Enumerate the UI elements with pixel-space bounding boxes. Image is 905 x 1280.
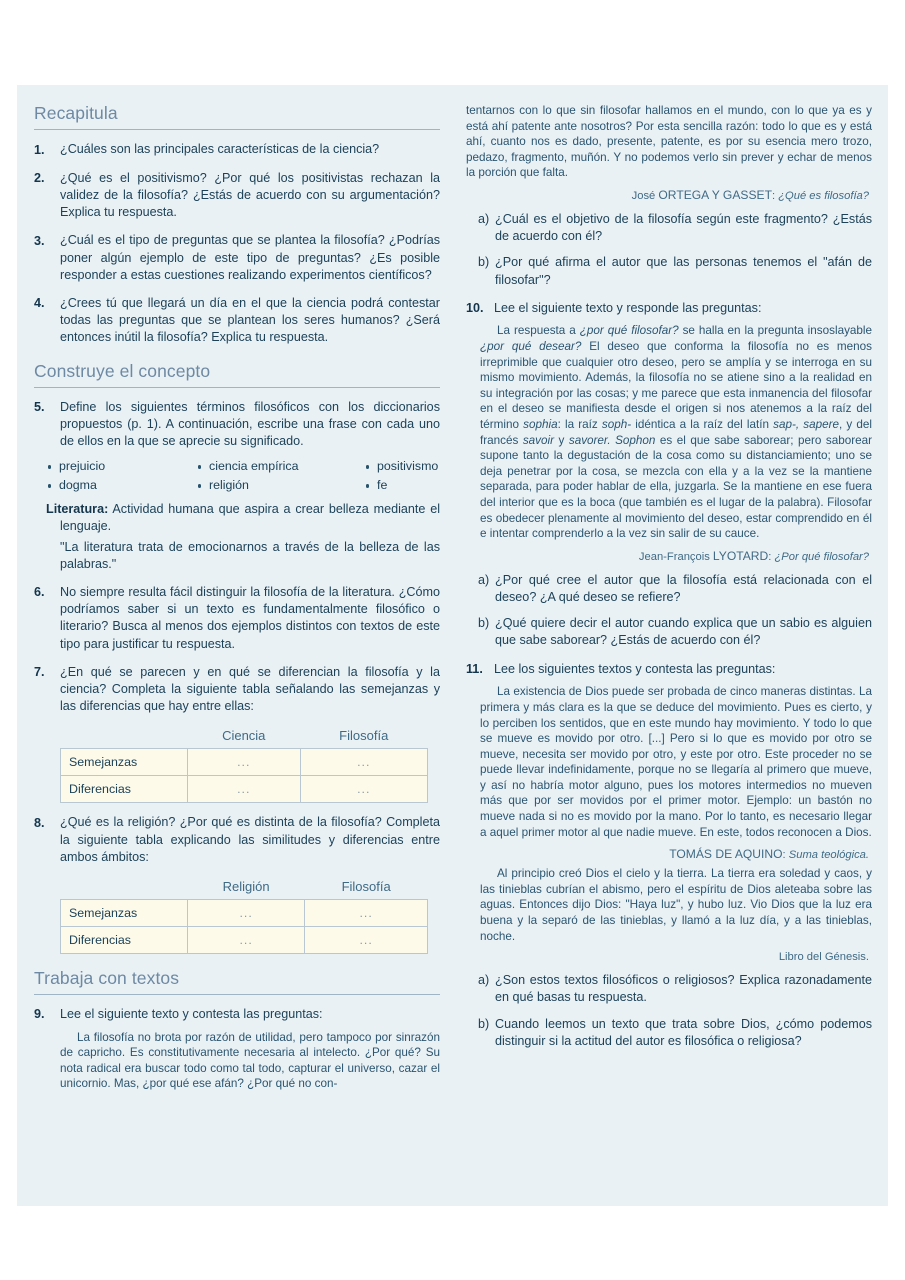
attribution-firstname: José (631, 189, 659, 202)
table-header-blank (61, 726, 188, 749)
list-item: ciencia empírica (196, 459, 364, 473)
definition-term: Literatura: (46, 502, 109, 517)
attribution-separator: : (768, 550, 775, 563)
table-row-label: Diferencias (61, 926, 188, 953)
text-run-italic: sophia (523, 418, 558, 432)
definition-body: Actividad humana que aspira a crear belleza mediante el lenguaje. (60, 502, 440, 534)
exercise-number: 2. (34, 171, 45, 186)
exercise-7 (34, 664, 440, 716)
text-run: El deseo que conforma la filosofía no es menos irreprimible que cualquier otro deseo, pero se amplía y se interroga en su mismo movimiento. Además, la filosofía no se atiene sino a la realidad en su integración por las cosas; y me parece que esta inmanencia del filosofar en el deseo se manifiesta desde el origen si nos atenemos a la raíz del término (480, 340, 872, 432)
table-cell[interactable]: ... (188, 749, 301, 776)
exercise-2 (34, 170, 440, 222)
exercise-text: ¿Qué es el positivismo? ¿Por qué los positivistas rechazan la validez de la filosofía? ¿Estás de acuerdo con su argumentación? Explica tu respuesta. (60, 170, 440, 220)
exercise-10 (466, 300, 872, 318)
exercise-text: ¿Cuál es el tipo de preguntas que se plantea la filosofía? ¿Podrías poner algún ejemplo de este tipo de preguntas? ¿Es posible responder a estas cuestiones realizando experimentos científicos? (60, 233, 440, 282)
subquestion-letter: a) (478, 973, 490, 988)
section-heading-recapitula: Recapitula (34, 103, 440, 130)
exercise-8 (34, 814, 440, 866)
content-panel (17, 85, 888, 1206)
text-run: idéntica a la raíz del latín (631, 418, 774, 432)
text-run: La respuesta a (497, 324, 580, 338)
table-row-label: Diferencias (61, 776, 188, 803)
exercise-number: 9. (34, 1007, 45, 1022)
exercise-4 (34, 295, 440, 347)
source-text-ortega-part2: tentarnos con lo que sin filosofar hallamos en el mundo, con lo que ya es y está ahí patente ante nosotros? Por esta sencilla razón: todo lo que es y está ahí, cuanto nos es dado, presente, patente, es por su esencia mero trozo, pedazo, fragmento, muñón. Y no podemos verlo sin prever y echar de menos la porción que falta. (466, 104, 872, 180)
attribution-genesis: Libro del Génesis. (778, 951, 869, 964)
exercise-number: 6. (34, 585, 45, 600)
exercise-text: ¿En qué se parecen y en qué se diferencian la filosofía y la ciencia? Completa la siguiente tabla señalando las semejanzas y las diferencias que hay entre ellas: (60, 664, 440, 714)
text-run-italic: ¿por qué desear? (480, 340, 582, 354)
attribution-surname: TOMÁS DE AQUINO (669, 847, 783, 862)
subquestion-letter: b) (478, 616, 490, 631)
table-header-row (61, 726, 428, 749)
exercise-text: Lee el siguiente texto y contesta las preguntas: (60, 1006, 323, 1021)
subquestion-text: Cuando leemos un texto que trata sobre Dios, ¿cómo podemos distinguir si la actitud del autor es filosófica o religiosa? (495, 1016, 872, 1048)
subquestion-9b (478, 254, 872, 288)
exercise-6 (34, 584, 440, 653)
exercise-text: No siempre resulta fácil distinguir la filosofía de la literatura. ¿Cómo podríamos saber si un texto es fundamentalmente filosófico o literario? Busca al menos dos ejemplos distintos con textos de este tipo para justificar tu respuesta. (60, 584, 440, 651)
exercise-number: 8. (34, 815, 45, 830)
source-text-aquino: La existencia de Dios puede ser probada de cinco maneras distintas. La primera y más clara es la que se deduce del movimiento. Pues es cierto, y lo perciben los sentidos, que en este mundo hay movimiento. Y todo lo que se mueve es movido por otro. [...] Pero si lo que es movido por otro se mueve, necesita ser movido por otro, y este por otro. Este proceder no se puede llevar indefinidamente, porque no se llegaría al primero que mueve, y así no habría motor alguno, pues los motores intermedios no mueven más que por ser movidos por el primer motor. Ejemplo: un bastón no mueve nada si no es movido por la mano. Por lo tanto, es necesario llegar a aquel primer motor al que nadie mueve. En este, todos reconocen a Dios. (480, 685, 872, 839)
list-item: positivismo (364, 459, 440, 473)
table-row-label: Semejanzas (61, 899, 188, 926)
source-text-lyotard (480, 323, 872, 541)
subquestion-10b (478, 615, 872, 649)
subquestion-11b (478, 1016, 872, 1050)
table-row (61, 899, 428, 926)
subquestion-letter: b) (478, 255, 490, 270)
attribution-ortega (466, 188, 872, 202)
table-cell[interactable]: ... (305, 926, 428, 953)
definition-line (46, 501, 440, 535)
text-run-italic: soph- (601, 418, 632, 432)
attribution-title: ¿Qué es filosofía? (778, 189, 869, 202)
table-cell[interactable]: ... (188, 899, 305, 926)
subquestion-text: ¿Por qué afirma el autor que las personas tenemos el "afán de filosofar"? (495, 255, 872, 287)
exercise-text: ¿Qué es la religión? ¿Por qué es distinta de la filosofía? Completa la siguiente tabla explicando las similitudes y diferencias entre ambos ámbitos: (60, 815, 440, 864)
attribution-firstname: Jean-François (638, 550, 713, 563)
exercise-text: ¿Cuáles son las principales características de la ciencia? (60, 142, 380, 156)
exercise-text: Lee los siguientes textos y contesta las preguntas: (494, 661, 776, 676)
text-run: y (554, 433, 569, 447)
exercise-number: 1. (34, 142, 45, 157)
exercise-number: 11. (466, 662, 483, 677)
attribution-lyotard (466, 549, 872, 563)
source-text-ortega-part1: La filosofía no brota por razón de utilidad, pero tampoco por sinrazón de capricho. Es constitutivamente necesaria al intelecto. ¿Por qué? Su nota radical era buscar todo como tal todo, capturar el universo, cazar el unicornio. Mas, ¿por qué ese afán? ¿Por qué no con- (60, 1030, 440, 1091)
text-run: se halla en la pregunta insoslayable (678, 324, 873, 338)
table-cell[interactable]: ... (300, 749, 428, 776)
table-religion-filosofia (60, 877, 428, 954)
text-run-italic: savoir (522, 433, 555, 447)
subquestion-10a (478, 572, 872, 606)
table-cell[interactable]: ... (300, 776, 428, 803)
left-column (34, 103, 440, 1196)
list-item: religión (196, 478, 364, 492)
table-cell[interactable]: ... (188, 926, 305, 953)
table-cell[interactable]: ... (305, 899, 428, 926)
subquestion-9a (478, 211, 872, 245)
list-item: fe (364, 478, 440, 492)
subquestion-text: ¿Son estos textos filosóficos o religiosos? Explica razonadamente en qué basas tu respuesta. (495, 973, 872, 1005)
definition-example-block (46, 501, 440, 573)
table-header-filosofia: Filosofía (339, 728, 389, 744)
attribution-surname: LYOTARD (712, 548, 769, 563)
attribution-surname: ORTEGA Y GASSET (658, 187, 772, 202)
subquestion-text: ¿Qué quiere decir el autor cuando explica que un sabio es alguien que sabe saborear? ¿Estás de acuerdo con él? (495, 616, 872, 648)
subquestion-letter: b) (478, 1016, 490, 1031)
exercise-11 (466, 661, 872, 679)
attribution-title: Suma teológica. (788, 849, 869, 862)
text-run-italic: savorer. Sophon (568, 433, 656, 447)
table-header-blank (61, 877, 188, 900)
term-bullet-list (46, 459, 440, 492)
exercise-1 (34, 141, 440, 159)
exercise-number: 5. (34, 400, 45, 415)
text-run-italic: ¿por qué filosofar? (579, 324, 679, 338)
exercise-number: 3. (34, 233, 45, 248)
subquestion-letter: a) (478, 211, 490, 226)
exercise-5 (34, 399, 440, 451)
section-heading-trabaja: Trabaja con textos (34, 968, 440, 995)
table-header-ciencia: Ciencia (222, 728, 266, 744)
table-ciencia-filosofia (60, 726, 428, 803)
table-cell[interactable]: ... (188, 776, 301, 803)
text-run: , y del francés (480, 418, 873, 447)
attribution-aquino (466, 847, 872, 861)
text-run: : la raíz (557, 418, 602, 432)
subquestion-letter: a) (478, 572, 490, 587)
exercise-number: 10. (466, 301, 484, 316)
right-column (466, 103, 872, 1196)
exercise-3 (34, 232, 440, 284)
table-header-row (61, 877, 428, 900)
definition-example: "La literatura trata de emocionarnos a través de la belleza de las palabras." (60, 539, 440, 571)
exercise-number: 7. (34, 665, 45, 680)
table-row (61, 776, 428, 803)
exercise-9 (34, 1006, 440, 1024)
table-row (61, 926, 428, 953)
attribution-separator: : (771, 189, 779, 202)
exercise-text: Define los siguientes términos filosóficos con los diccionarios propuestos (p. 1). A continuación, escribe una frase con cada uno de ellos en la que se aprecie su significado. (60, 399, 440, 448)
table-header-filosofia: Filosofía (341, 878, 391, 894)
table-row-label: Semejanzas (61, 749, 188, 776)
exercise-text: ¿Crees tú que llegará un día en el que la ciencia podrá contestar todas las preguntas que se plantean los seres humanos? ¿Será entonces inútil la filosofía? Explica tu respuesta. (60, 295, 440, 345)
subquestion-text: ¿Cuál es el objetivo de la filosofía según este fragmento? ¿Estás de acuerdo con él? (495, 211, 872, 244)
section-heading-construye: Construye el concepto (34, 361, 440, 388)
table-row (61, 749, 428, 776)
exercise-text: Lee el siguiente texto y responde las preguntas: (494, 300, 762, 315)
attribution-title: ¿Por qué filosofar? (774, 550, 869, 563)
exercise-number: 4. (34, 296, 45, 311)
text-run: es el que sabe saborear; pero saborear supone tanto la degustación de la cosa como su distanciamiento; uno se deja penetrar por la cosa, se mezcla con ella y a la vez se la mantiene separada, para poder hablar de ella, juzgarla. Se la mantiene en ese fuera del interior que es la boca (que también es el lugar de la palabra). Filosofar es obedecer plenamente al movimiento del deseo, estar comprendido en él e intentar comprenderlo a la vez sin salir de su cauce. (480, 433, 873, 541)
list-item: dogma (46, 478, 196, 492)
list-item: prejuicio (46, 459, 196, 473)
subquestion-11a (478, 972, 872, 1006)
source-text-genesis: Al principio creó Dios el cielo y la tierra. La tierra era soledad y caos, y las tinieblas cubrían el abismo, pero el espíritu de Dios aleteaba sobre las aguas. Entonces dijo Dios: "Haya luz", y hubo luz. Vio Dios que la luz era buena y la separó de las tinieblas, y llamó a la luz día, y a las tinieblas, noche. (480, 867, 872, 943)
table-header-religion: Religión (222, 878, 270, 894)
attribution-separator: : (782, 849, 789, 862)
subquestion-text: ¿Por qué cree el autor que la filosofía está relacionada con el deseo? ¿A qué deseo se refiere? (495, 572, 872, 604)
text-run-italic: sap-, sapere (773, 418, 840, 432)
